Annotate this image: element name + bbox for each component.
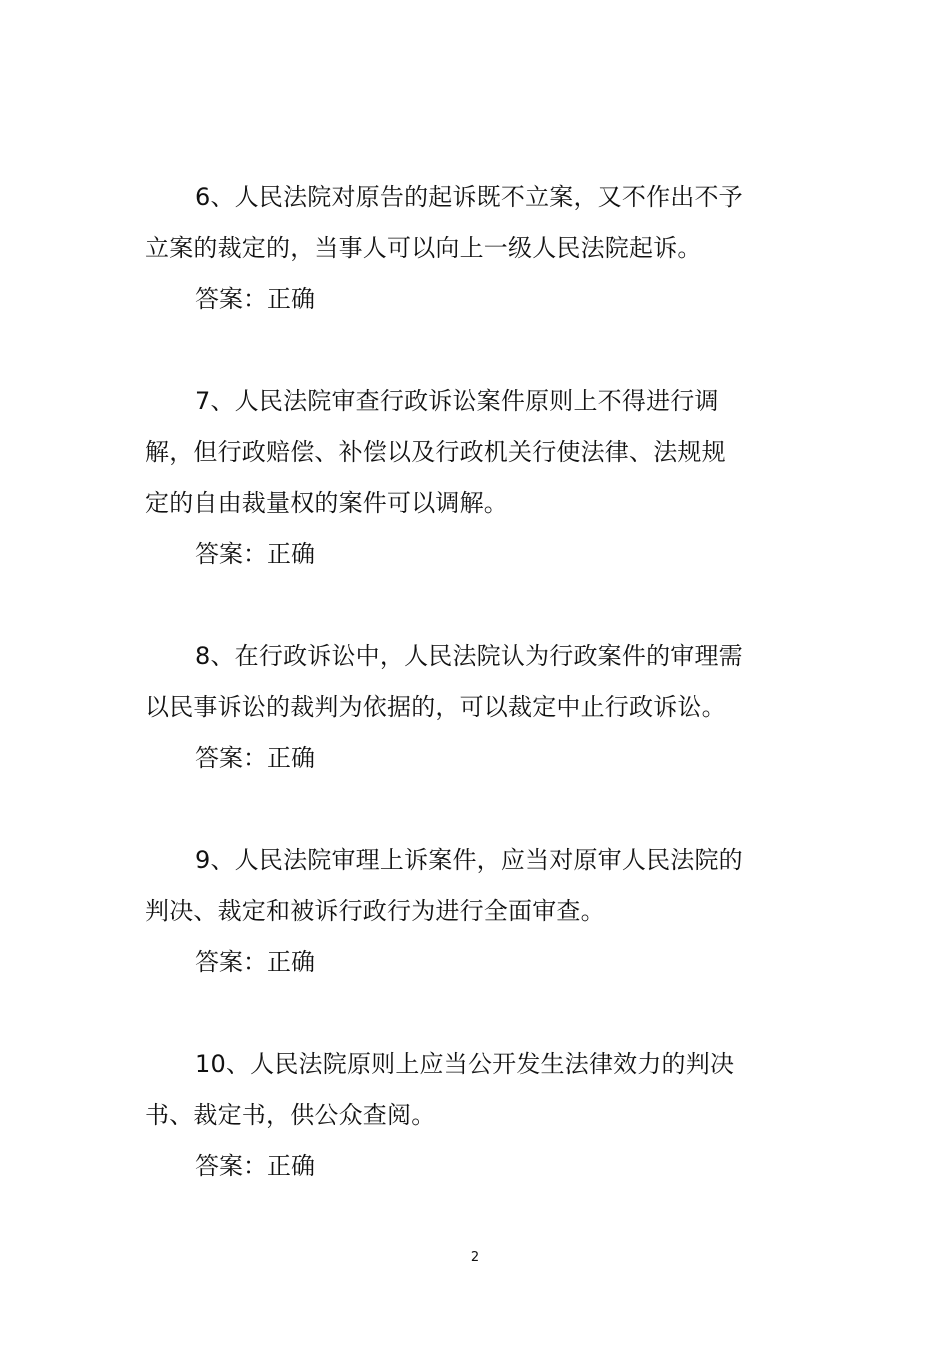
question-item — [145, 376, 745, 579]
answer-text: 答案：正确 — [195, 948, 315, 976]
question-item — [145, 835, 745, 987]
question-list — [145, 172, 745, 1243]
question-text: 9、人民法院审理上诉案件，应当对原审人民法院的判决、裁定和被诉行政行为进行全面审查。 — [145, 846, 743, 925]
answer-text: 答案：正确 — [195, 285, 315, 313]
answer-text: 答案：正确 — [195, 744, 315, 772]
answer-text: 答案：正确 — [195, 540, 315, 568]
answer-text: 答案：正确 — [195, 1152, 315, 1180]
question-text: 7、人民法院审查行政诉讼案件原则上不得进行调解，但行政赔偿、补偿以及行政机关行使法律、法规规定的自由裁量权的案件可以调解。 — [145, 387, 726, 517]
question-item — [145, 172, 745, 324]
question-text: 10、人民法院原则上应当公开发生法律效力的判决书、裁定书，供公众查阅。 — [145, 1050, 735, 1129]
question-item — [145, 631, 745, 783]
question-item — [145, 1039, 745, 1191]
page-number: 2 — [470, 1250, 480, 1265]
question-text: 6、人民法院对原告的起诉既不立案，又不作出不予立案的裁定的，当事人可以向上一级人民法院起诉。 — [145, 183, 743, 262]
question-text: 8、在行政诉讼中，人民法院认为行政案件的审理需以民事诉讼的裁判为依据的，可以裁定中止行政诉讼。 — [145, 642, 743, 721]
